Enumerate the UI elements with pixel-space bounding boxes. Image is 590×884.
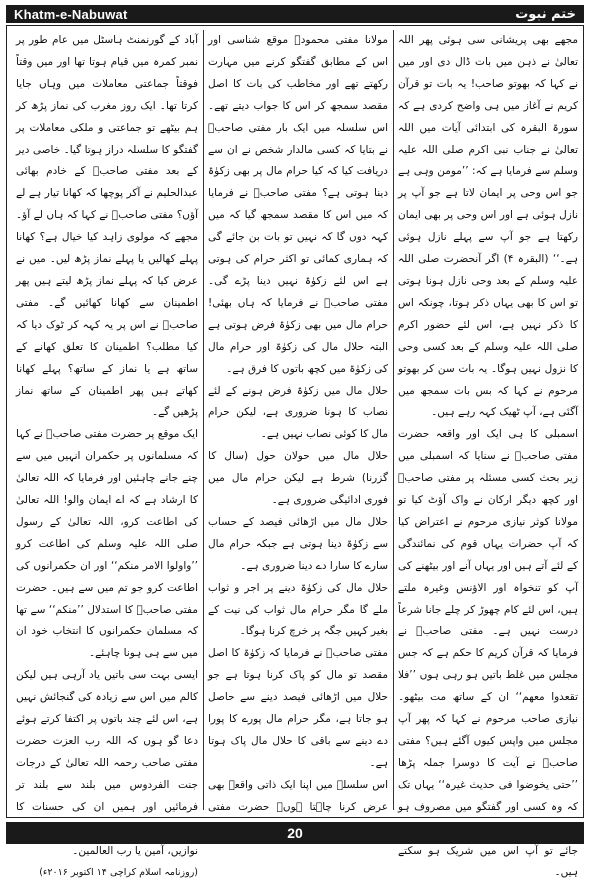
paragraph: اس سلسلہ میں اپنا ایک ذاتی واقعہ بھی عرض کرنا چاہتا ہوں۔ حضرت مفتی [208,778,388,813]
paragraph: حلال مال میں زکوٰۃ فرض ہونے کے لئے نصاب کا ہونا ضروری ہے، لیکن حرام مال کا کوئی نصاب نہیں ہے۔ [208,384,388,441]
page-footer [6,822,584,844]
paragraph: مجھے بھی پریشانی سی ہوئی پھر اللہ تعالیٰ نے ذہن میں بات ڈال دی اور میں نے کہا کہ بھوتو صاحب! یہ بات تو قرآن کریم نے آغاز میں ہی واضح کردی ہے کہ سورۃ البقرہ کی ابتدائی آیات میں اللہ تعالیٰ نے جناب نبی اکرم صلی اللہ علیہ وسلم سے فرمایا ہے کہ: ’’مومن وہی ہے جو اس وحی پر ایمان لاتا ہے جو آپ پر نازل ہوئی ہے اور اس وحی پر بھی ایمان رکھتا ہے جو آپ سے پہلے نازل ہوئی ہے۔‘‘ (البقرہ ۴) اگر آنحضرت صلی اللہ علیہ وسلم کے بعد وحی نازل ہونا ہوتی تو اس کا بھی یہاں ذکر ہوتا، چونکہ اس کا ذکر نہیں ہے، اس لئے حضور اکرم صلی اللہ علیہ وسلم کے بعد کسی وحی کا نزول نہیں ہوگا۔ یہ بات سن کر بھوتو مرحوم نے کہا کہ بس بات سمجھ میں آگئی ہے، آپ ٹھیک کہہ رہے ہیں۔ [398,34,578,419]
paragraph: مفتی صاحبؒ نے فرمایا کہ زکوٰۃ کا اصل مقصد تو مال کو پاک کرنا ہوتا ہے جو حلال میں اڑھائی فیصد دینے سے حاصل ہو جاتا ہے، مگر حرام مال پورے کا پورا دے دینے سے باقی کا حلال مال پاک ہوتا ہے۔ [208,647,388,769]
paragraph: حلال مال میں حولان حول (سال کا گزرنا) شرط ہے لیکن حرام مال میں فوری ادائیگی ضروری ہے۔ [208,450,388,507]
magazine-title: Khatm-e-Nabuwat [14,6,128,22]
page-header [6,5,584,23]
page-number: 20 [287,825,303,841]
paragraph: حلال مال کی زکوٰۃ دینے پر اجر و ثواب ملے گا مگر حرام مال ثواب کی نیت کے بغیر کہیں جگہ پر خرچ کرنا ہوگا۔ [208,581,388,638]
paragraph: ایک موقع پر حضرت مفتی صاحبؒ نے کہا کہ مسلمانوں پر حکمران انہیں میں سے چنے جانے چاہئیں اور فرمایا کہ اللہ تعالیٰ کا ارشاد ہے کہ اے ایمان والو! اللہ تعالیٰ کی اطاعت کرو، اللہ تعالیٰ کے رسول صلی اللہ علیہ وسلم کی اطاعت کرو ’’واولوا الامر منکم‘‘ اور ان حکمرانوں کی اطاعت کرو جو تم میں سے ہیں۔ حضرت مفتی صاحبؒ کا استدلال ’’منکم‘‘ سے تھا کہ مسلمان حکمرانوں کا انتخاب خود ان میں سے ہی ہونا چاہئے۔ [16,428,198,660]
column-divider [203,30,204,810]
paragraph: آباد کے گورنمنٹ ہاسٹل میں عام طور پر نمبر کمرہ میں قیام ہوتا تھا اور میں وقتاً فوقتاً جماعتی معاملات میں وہاں جایا کرتا تھا۔ ایک روز مغرب کی نماز پڑھ کر ہم بیٹھے تو جماعتی و ملکی معاملات پر گفتگو کا سلسلہ دراز ہوتا گیا۔ خاصی دیر کے بعد مفتی صاحبؒ کے خادم بھائی عبدالحلیم نے آکر پوچھا کہ کھانا تیار ہے لے آؤں؟ مفتی صاحبؒ نے کہا کہ ہاں لے آؤ۔ مجھے کہ مولوی زاہد کیا خیال ہے؟ کھانا پہلے کھالیں یا پہلے نماز پڑھ لیں۔ میں نے عرض کیا کہ پہلے نماز پڑھ لیتے ہیں پھر اطمینان سے کھانا کھائیں گے۔ مفتی صاحبؒ نے اس پر یہ کہہ کر ٹوک دیا کہ کیا مطلب؟ اطمینان کا تعلق کھانے کے ساتھ ہے یا نماز کے ساتھ؟ پہلے کھانا کھاتے ہیں پھر اطمینان کے ساتھ نماز پڑھیں گے۔ [16,34,198,419]
paragraph: مولانا مفتی محمودؒ موقع شناسی اور اس کے مطابق گفتگو کرنے میں مہارت رکھتے تھے اور مخاطب کی بات کا اصل مقصد سمجھ کر اس کا جواب دیتے تھے۔ اس سلسلہ میں ایک بار مفتی صاحبؒ نے بتایا کہ کسی مالدار شخص نے ان سے دریافت کیا کہ کیا حرام مال پر بھی زکوٰۃ دینا ہوتی ہے؟ مفتی صاحبؒ نے فرمایا کہ میں اس کا مقصد سمجھ گیا کہ میں کہہ دوں گا کہ نہیں تو بات بن جائے گی کہ ہماری کمائی تو اکثر حرام کی ہوتی ہے اس لئے زکوٰۃ نہیں دینا پڑے گی۔ مفتی صاحبؒ نے فرمایا کہ ہاں بھئی! حرام مال میں بھی زکوٰۃ فرض ہوتی ہے البتہ حلال مال کی زکوٰۃ اور حرام مال کی زکوٰۃ میں کچھ باتوں کا فرق ہے۔ [208,34,388,375]
column-middle [208,30,388,813]
paragraph: حلال مال میں اڑھائی فیصد کے حساب سے زکوٰۃ دینا ہوتی ہے جبکہ حرام مال سارے کا سارا دے دینا ضروری ہے۔ [208,515,388,572]
paragraph: ایسی بہت سی باتیں یاد آرہی ہیں لیکن کالم میں اس سے زیادہ کی گنجائش نہیں ہے، اس لئے چند باتوں پر اکتفا کرتے ہوئے دعا گو ہوں کہ اللہ رب العزت حضرت مفتی صاحب رحمہ اللہ تعالیٰ کے درجات جنت الفردوس میں بلند سے بلند تر فرمائیں اور ہمیں ان کی حسنات کا نوازیں، آمین یا رب العالمین۔ [16,669,198,857]
column-left [16,30,198,879]
column-divider [393,30,394,810]
column-right [398,30,578,879]
source-citation: (روزنامہ اسلام کراچی ۱۴ اکتوبر ۲۰۱۶ء) [39,867,198,879]
magazine-logo: ختم نبوت [515,6,576,22]
paragraph: اسمبلی کا ہی ایک اور واقعہ حضرت مفتی صاحبؒ نے سنایا کہ اسمبلی میں زیر بحث کسی مسئلہ پر مفتی صاحبؒ اور کچھ دیگر ارکان نے واک آؤٹ کیا تو مولانا کوثر نیازی مرحوم نے اعتراض کیا کہ آپ حضرات یہاں قوم کی نمائندگی کے لئے آتے ہیں اور یہاں آنے اور بیٹھنے کی آپ کو تنخواہ اور الاؤنس وغیرہ ملتے ہیں، اس لئے کام چھوڑ کر چلے جانا شرعاً درست نہیں ہے۔ مفتی صاحبؒ نے فرمایا کہ قرآن کریم کا حکم ہے کہ جس مجلس میں غلط باتیں ہو رہی ہوں ’’فلا تقعدوا معهم‘‘ ان کے ساتھ مت بیٹھو۔ نیازی صاحب مرحوم نے کہا کہ پھر آپ مجلس میں واپس کیوں آگئے ہیں؟ مفتی صاحبؒ نے آیت کا دوسرا جملہ پڑھا ’’حتی یخوضوا فی حدیث غیرہ‘‘ یہاں تک کہ وہ کسی اور گفتگو میں مصروف ہو جائے تو آپ اس میں شریک ہو سکتے ہیں۔ [398,428,578,879]
